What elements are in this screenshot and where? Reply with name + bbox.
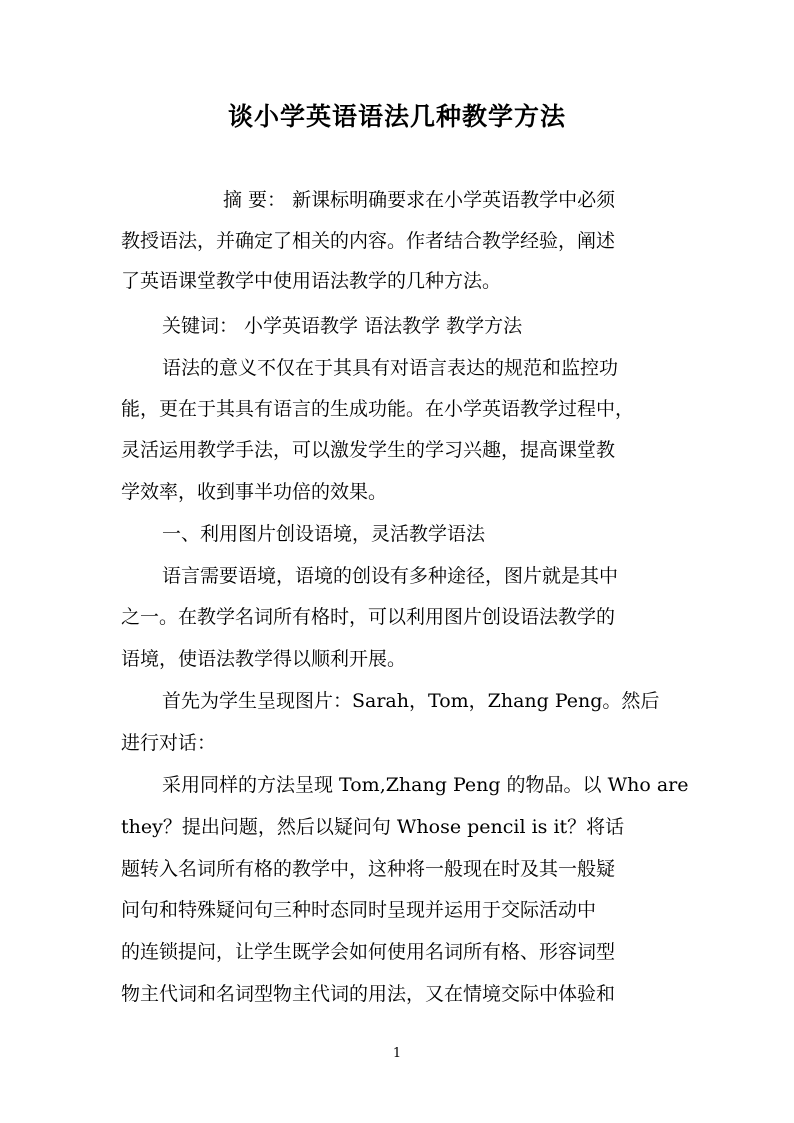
paragraph-line: 进行对话： (121, 732, 217, 754)
paragraph-line: 语法的意义不仅在于其具有对语言表达的规范和监控功 (162, 357, 619, 379)
paragraph-line: 学效率，收到事半功倍的效果。 (121, 481, 388, 503)
paragraph-line: 能，更在于其具有语言的生成功能。在小学英语教学过程中， (121, 398, 635, 420)
paragraph-line: 语言需要语境，语境的创设有多种途径，图片就是其中 (162, 565, 619, 587)
section-heading: 一、利用图片创设语境，灵活教学语法 (162, 523, 486, 545)
paragraph-line: 首先为学生呈现图片：Sarah，Tom，Zhang Peng。然后 (162, 690, 660, 712)
paragraph-line: 采用同样的方法呈现 Tom,Zhang Peng 的物品。以 Who are (162, 774, 689, 796)
keywords-line: 关键词： 小学英语教学 语法教学 教学方法 (162, 315, 523, 337)
paragraph-line: 物主代词和名词型物主代词的用法，又在情境交际中体验和 (121, 983, 616, 1005)
paragraph-line: 题转入名词所有格的教学中，这种将一般现在时及其一般疑 (121, 858, 616, 880)
paragraph-line: 问句和特殊疑问句三种时态同时呈现并运用于交际活动中 (121, 899, 597, 921)
paragraph-line: 语境，使语法教学得以顺利开展。 (121, 648, 407, 670)
document-title: 谈小学英语语法几种教学方法 (227, 102, 566, 131)
abstract-line-3: 了英语课堂教学中使用语法教学的几种方法。 (121, 270, 502, 292)
paragraph-line: 之一。在教学名词所有格时，可以利用图片创设语法教学的 (121, 606, 616, 628)
abstract-line-2: 教授语法，并确定了相关的内容。作者结合教学经验，阐述 (121, 230, 616, 252)
paragraph-line: 灵活运用教学手法，可以激发学生的学习兴趣，提高课堂教 (121, 439, 616, 461)
paragraph-line: they？提出问题，然后以疑问句 Whose pencil is it？将话 (121, 816, 625, 838)
abstract-line-1: 摘 要： 新课标明确要求在小学英语教学中必须 (223, 189, 616, 211)
page-number: 1 (392, 1046, 402, 1061)
paragraph-line: 的连锁提问，让学生既学会如何使用名词所有格、形容词型 (121, 941, 616, 963)
